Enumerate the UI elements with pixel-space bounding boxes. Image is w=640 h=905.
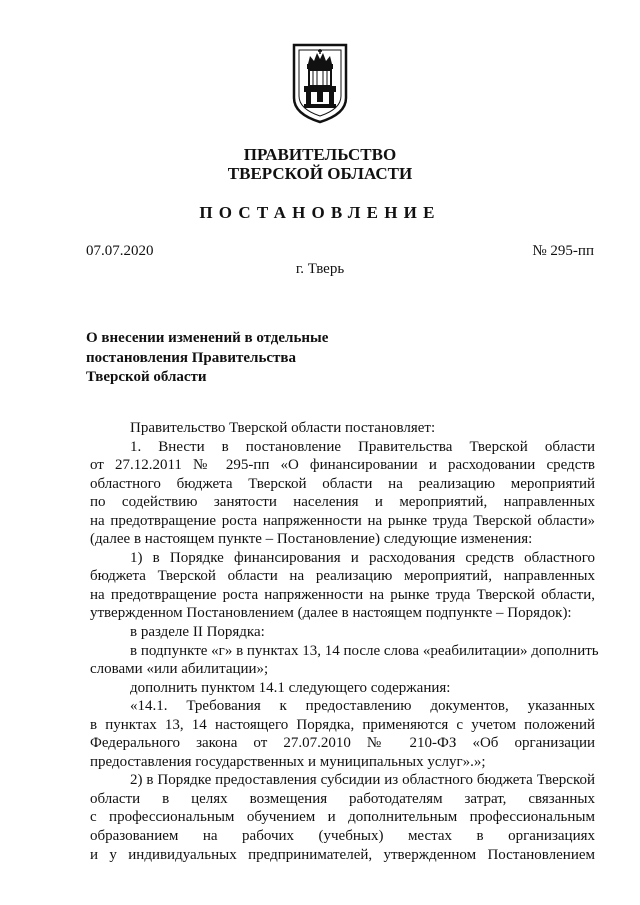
body-line: бюджета Тверской области на реализацию мероприятий, направленных — [90, 568, 595, 585]
body-line: дополнить пунктом 14.1 следующего содержания: — [130, 679, 451, 696]
document-body — [90, 419, 599, 864]
document-number: № 295-пп — [532, 243, 594, 259]
subject-line: постановления Правительства — [86, 349, 296, 366]
body-line: Федерального закона от 27.07.2010 № 210-ФЗ «Об организации — [90, 735, 595, 752]
body-line: Правительство Тверской области постановляет: — [130, 420, 436, 436]
document-type-title: ПОСТАНОВЛЕНИЕ — [199, 203, 441, 222]
body-line: в подпункте «г» в пунктах 13, 14 после слова «реабилитации» дополнить — [130, 642, 599, 659]
document-city: г. Тверь — [295, 261, 345, 277]
body-line: «14.1. Требования к предоставлению документов, указанных — [130, 698, 595, 715]
subject-line: Тверской области — [86, 369, 207, 385]
body-line: (далее в настоящем пункте – Постановление) следующие изменения: — [90, 531, 533, 548]
body-line: с профессиональным обучением и дополнительным профессиональным — [90, 809, 595, 826]
body-line: от 27.12.2011 № 295-пп «О финансировании и расходовании средств — [90, 457, 595, 474]
body-line: словами «или абилитации»; — [90, 661, 269, 678]
subject-line: О внесении изменений в отдельные — [86, 330, 329, 346]
body-line: в пунктах 13, 14 настоящего Порядка, применяются с учетом положений — [90, 716, 595, 733]
body-line: и у индивидуальных предпринимателей, утвержденном Постановлением — [90, 846, 595, 863]
body-line: 1) в Порядке финансирования и расходования средств областного — [130, 549, 595, 566]
document-subject — [86, 329, 328, 388]
document-date: 07.07.2020 — [86, 243, 154, 259]
body-line: по содействию занятости населения и мероприятий, направленных — [90, 494, 595, 511]
body-line: 1. Внести в постановление Правительства Тверской области — [130, 438, 595, 455]
coat-of-arms-emblem — [291, 42, 349, 124]
government-title-line1: ПРАВИТЕЛЬСТВО — [243, 145, 397, 164]
body-line: 2) в Порядке предоставления субсидии из областного бюджета Тверской — [130, 772, 595, 789]
body-line: области в целях возмещения работодателям затрат, связанных — [90, 790, 595, 807]
government-title-line2: ТВЕРСКОЙ ОБЛАСТИ — [227, 164, 413, 183]
body-line: на предотвращение роста напряженности на рынке труда Тверской области» — [90, 512, 595, 529]
body-line: в разделе II Порядка: — [130, 624, 265, 641]
body-line: областного бюджета Тверской области на реализацию мероприятий — [90, 475, 595, 492]
body-line: на предотвращение роста напряженности на рынке труда Тверской области, — [90, 586, 595, 603]
body-line: образованием на рабочих (учебных) местах в организациях — [90, 828, 595, 845]
body-line: утвержденном Постановлением (далее в настоящем подпункте – Порядок): — [90, 605, 572, 622]
body-line: предоставления государственных и муниципальных услуг».»; — [90, 753, 486, 770]
